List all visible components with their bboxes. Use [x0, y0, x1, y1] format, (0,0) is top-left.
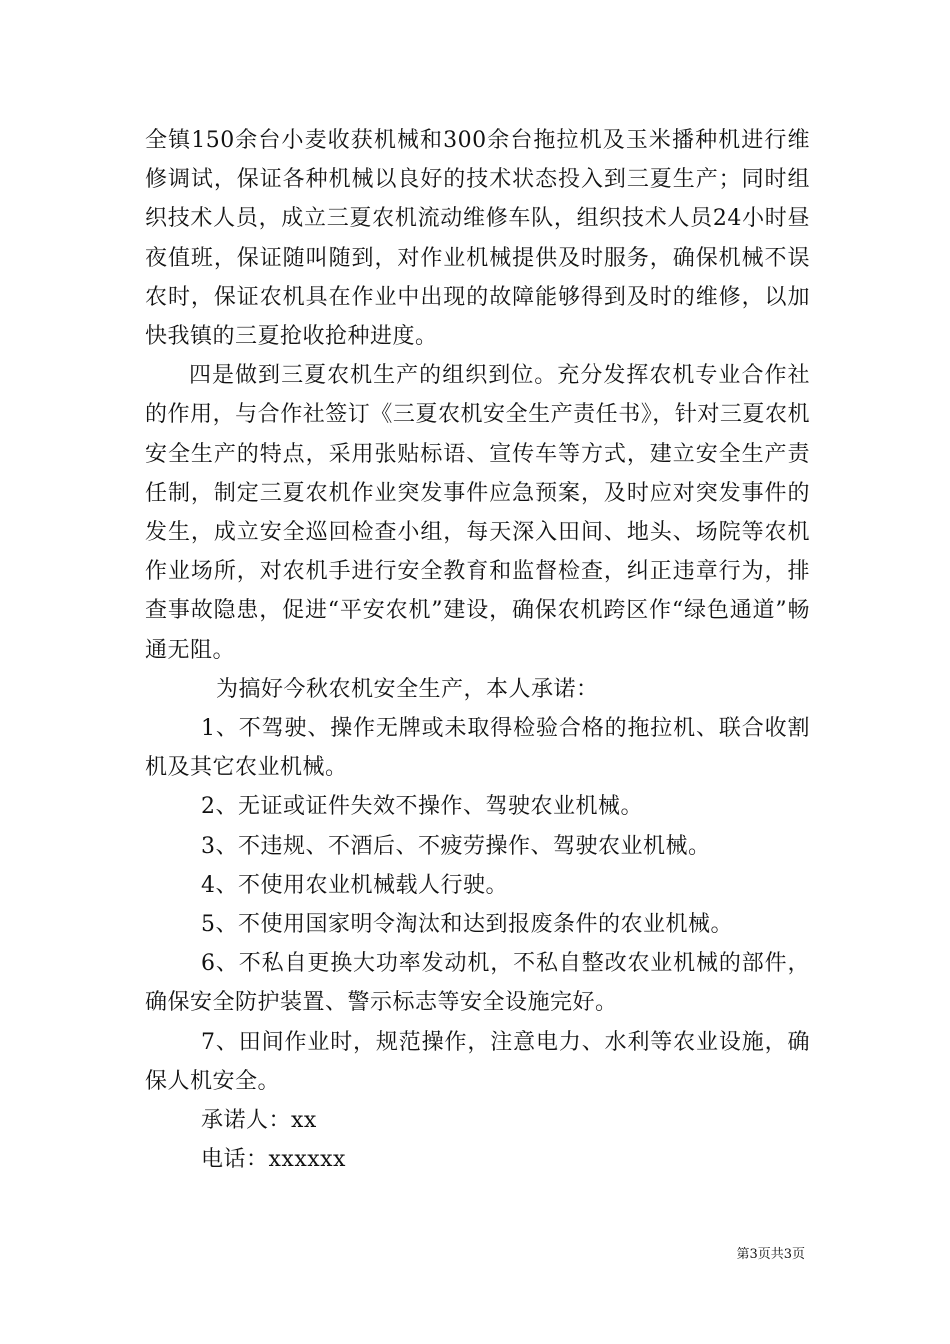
commitment-item-4: 4、不使用农业机械载人行驶。 — [201, 872, 508, 898]
paragraph-organization: 四是做到三夏农机生产的组织到位。充分发挥农机专业合作社的作用，与合作社签订《三夏农机安全生产责任书》，针对三夏农机安全生产的特点，采用张贴标语、宣传车等方式，建立安全生产责任制，制定三夏农机作业突发事件应急预案，及时应对突发事件的发生，成立安全巡回检查小组，每天深入田间、地头、场院等农机作业场所，对农机手进行安全教育和监督检查，纠正违章行为，排查事故隐患，促进“平安农机”建设，确保农机跨区作“绿色通道”畅通无阻。 — [145, 363, 810, 663]
commitment-item-7: 7、田间作业时，规范操作，注意电力、水利等农业设施，确保人机安全。 — [145, 1029, 810, 1094]
phone-line: 电话：xxxxxx — [201, 1147, 346, 1173]
commitment-item-3: 3、不违规、不酒后、不疲劳操作、驾驶农业机械。 — [201, 833, 711, 859]
commitment-item-1: 1、不驾驶、操作无牌或未取得检验合格的拖拉机、联合收割机及其它农业机械。 — [145, 716, 810, 781]
commitment-item-5: 5、不使用国家明令淘汰和达到报废条件的农业机械。 — [201, 912, 733, 938]
commitment-item-2: 2、无证或证件失效不操作、驾驶农业机械。 — [201, 794, 643, 820]
paragraph-maintenance: 全镇150余台小麦收获机械和300余台拖拉机及玉米播种机进行维修调试，保证各种机械以良好的技术状态投入到三夏生产；同时组织技术人员，成立三夏农机流动维修车队，组织技术人员24小时昼夜值班，保证随叫随到，对作业机械提供及时服务，确保机械不误农时，保证农机具在作业中出现的故障能够得到及时的维修，以加快我镇的三夏抢收抢种进度。 — [145, 128, 810, 350]
page-number: 第3页共3页 — [736, 1247, 805, 1262]
commitment-item-6: 6、不私自更换大功率发动机，不私自整改农业机械的部件，确保安全防护装置、警示标志等安全设施完好。 — [145, 951, 810, 1016]
document-body — [145, 121, 810, 1179]
commitment-intro: 为搞好今秋农机安全生产，本人承诺： — [216, 676, 599, 702]
signer-line: 承诺人：xx — [201, 1108, 317, 1134]
